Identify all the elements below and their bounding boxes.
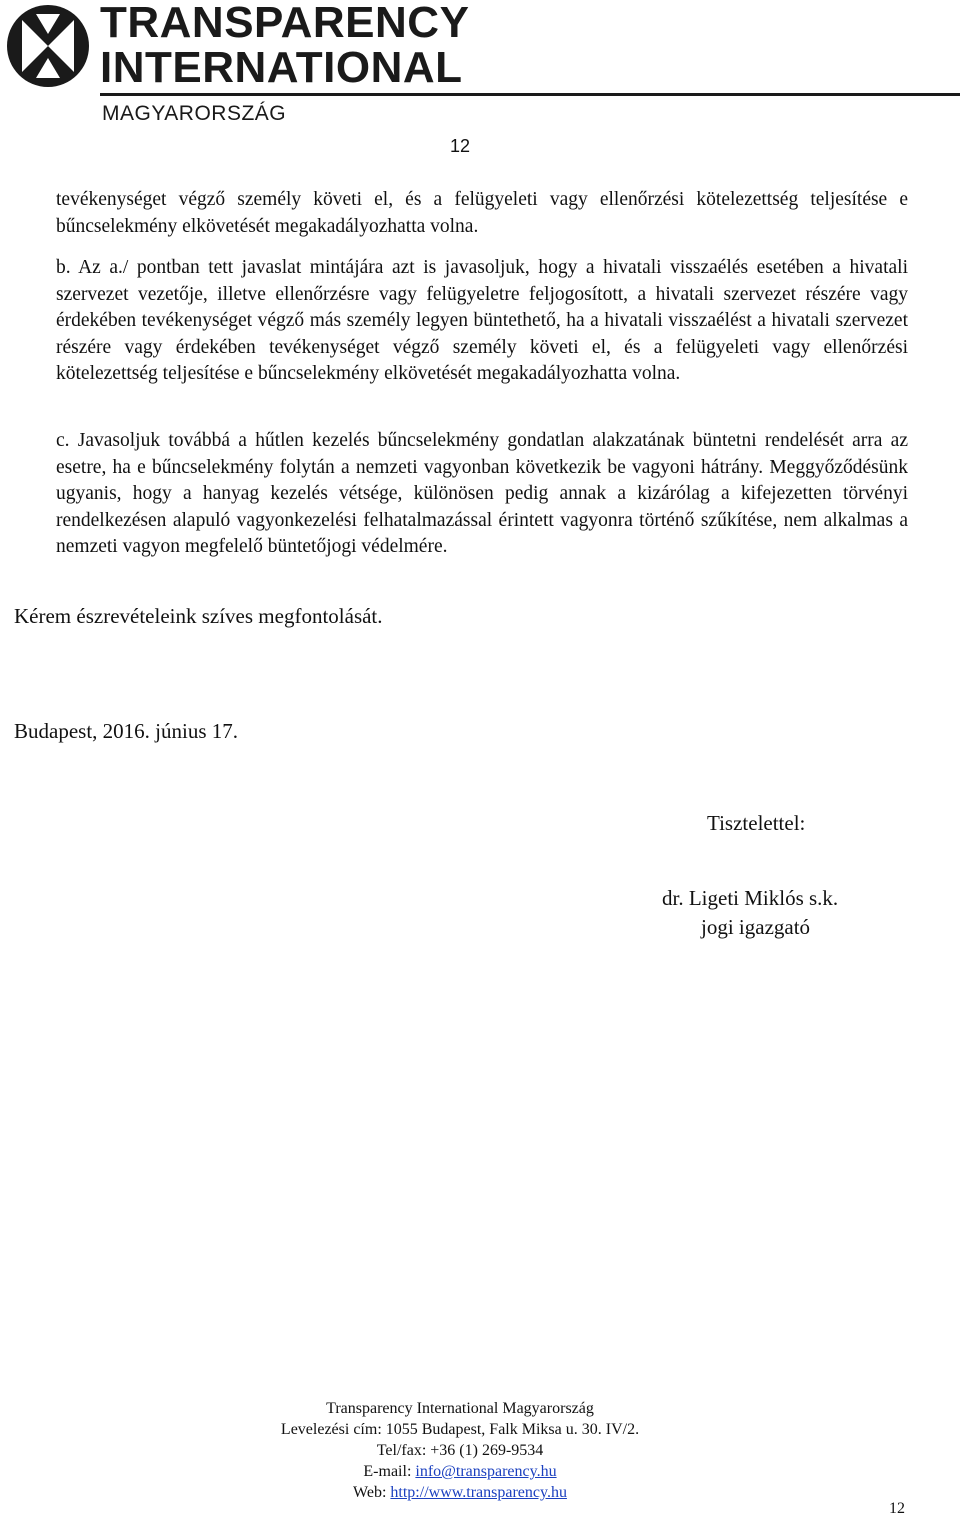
paragraph-b: b. Az a./ pontban tett javaslat mintájára azt is javasoljuk, hogy a hivatali visszaélés esetében a hivatali szervezet vezetője, illetve ellenőrzésre vagy felügyeletre feljogosított, a hivatali szervezet részére vagy érdekében tevékenységet végző más személy legyen büntethető, ha a hivatali visszaélést a hivatali szervezet részére vagy érdekében tevékenységet végző személy követi el, és a felügyeleti vagy ellenőrzési kötelezettség teljesítése e bűncselekmény elkövetését megakadályozhatta volna. bbox=[56, 257, 908, 384]
letterhead bbox=[0, 0, 960, 130]
footer-email-label: E-mail: bbox=[363, 1463, 416, 1480]
closing-request: Kérem észrevételeink szíves megfontolását. bbox=[14, 604, 383, 628]
signer-title: jogi igazgató bbox=[701, 915, 811, 939]
footer-email-link[interactable]: info@transparency.hu bbox=[415, 1463, 557, 1480]
paragraph-continuation: tevékenységet végző személy követi el, és a felügyeleti vagy ellenőrzési kötelezettség teljesítése e bűncselekmény elkövetését megakadályozhatta volna. bbox=[56, 189, 908, 237]
footer-org: Transparency International Magyarország bbox=[326, 1400, 594, 1417]
regards: Tisztelettel: bbox=[707, 811, 806, 835]
page-number-footer: 12 bbox=[889, 1500, 905, 1517]
transparency-international-logo-icon bbox=[6, 4, 90, 88]
brand-name-line2: INTERNATIONAL bbox=[100, 43, 463, 92]
paragraph-c: c. Javasoljuk továbbá a hűtlen kezelés bűncselekmény gondatlan alakzatának büntetni rendelését arra az esetre, ha e bűncselekmény folytán a nemzeti vagyonban következik be vagyoni hátrány. Meggyőződésünk ugyanis, hogy a hanyag kezelés vétsége, különösen pedig annak a kizárólag a kifejezetten törvényi rendelkezésen alapuló vagyonkezelési felhatalmazással érintett vagyonra történő szűkítése, nem alkalmas a nemzeti vagyon megfelelő büntetőjogi védelmére. bbox=[56, 430, 908, 557]
footer-phone: Tel/fax: +36 (1) 269-9534 bbox=[376, 1442, 544, 1459]
brand-name-line1: TRANSPARENCY bbox=[100, 0, 470, 47]
place-date: Budapest, 2016. június 17. bbox=[14, 719, 238, 743]
footer bbox=[200, 1398, 720, 1503]
footer-email-row bbox=[200, 1461, 720, 1482]
brand-divider bbox=[100, 93, 960, 96]
footer-web-row bbox=[200, 1482, 720, 1503]
footer-web-label: Web: bbox=[353, 1484, 391, 1501]
footer-address: Levelezési cím: 1055 Budapest, Falk Miksa u. 30. IV/2. bbox=[280, 1421, 640, 1438]
brand-country: MAGYARORSZÁG bbox=[102, 102, 287, 125]
footer-web-link[interactable]: http://www.transparency.hu bbox=[390, 1484, 567, 1501]
signer-name: dr. Ligeti Miklós s.k. bbox=[662, 886, 839, 910]
page-number-header: 12 bbox=[450, 136, 471, 156]
